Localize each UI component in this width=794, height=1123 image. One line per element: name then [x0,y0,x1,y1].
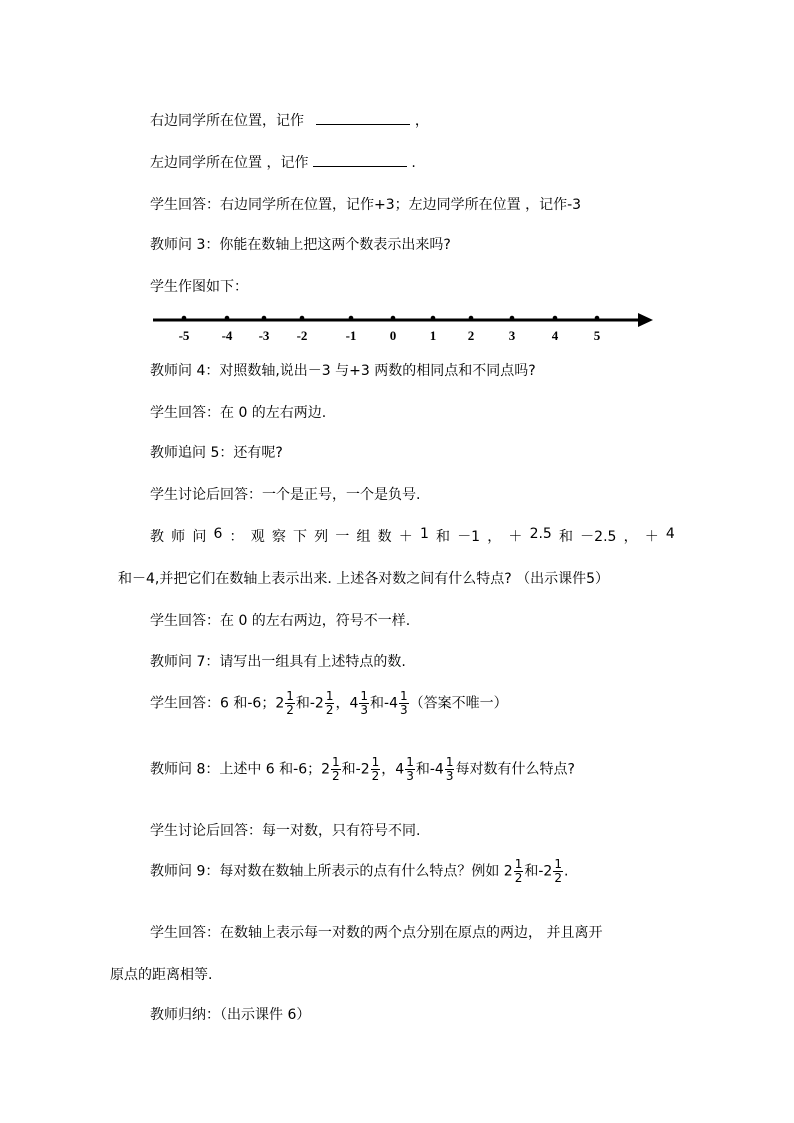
number-line-label: 5 [593,328,601,343]
q6-word: 和 [436,529,451,545]
fraction-half: $\frac{1}{2}$ [554,857,562,885]
student-answer-6: 学生回答：在 0 的左右两边，符号不一样. [150,613,411,629]
q6-word: 数 [377,529,392,545]
student-answer-9-line-1: 学生回答：在数轴上表示每一对数的两个点分别在原点的两边， 并且离开 [150,925,603,941]
q6-word: ＋ [644,529,659,545]
teacher-question-6-line-1 [150,526,675,546]
fraction-half: $\frac{1}{2}$ [286,689,294,717]
number-line-arrow [638,313,653,327]
q6-word: 组 [356,529,371,545]
q6-word: ， [623,529,638,545]
question-left-position: 左边同学所在位置 ，记作 . [150,155,416,171]
number-line-label: -1 [345,328,357,343]
q6-word: 教 [150,529,164,545]
teacher-question-8: 教师问 8：上述中 6 和-6；2 $\frac{1}{2}$ 和-2 $\frac{1}{2}$ ，4 $\frac{1}{3}$ 和-4 $\frac{1}{3}$ 每对数有什么特点? [150,755,575,783]
fraction-third: $\frac{1}{3}$ [400,689,408,717]
question-right-position: 右边同学所在位置，记作 ， [150,113,429,129]
number-line-tick [510,316,515,321]
q6-word: ＋ [398,529,413,545]
teacher-question-7: 教师问 7：请写出一组具有上述特点的数. [150,654,406,670]
fraction-half: $\frac{1}{2}$ [325,689,334,717]
student-drawing-label: 学生作图如下： [150,279,248,295]
number-line-tick [391,316,396,321]
number-line-label: 2 [467,328,475,343]
number-line-label: -4 [221,328,233,343]
q6-word: 和 [559,529,573,545]
fraction-half: $\frac{1}{2}$ [514,857,523,885]
number-line-tick [553,316,558,321]
number-line-label: -3 [258,328,270,343]
number-line-label: 0 [389,328,397,343]
fraction-third: $\frac{1}{3}$ [445,755,454,783]
fraction-third: $\frac{1}{3}$ [360,689,369,717]
number-line-tick [182,316,187,321]
teacher-question-3: 教师问 3：你能在数轴上把这两个数表示出来吗? [150,237,451,253]
student-answer-7: 学生回答：6 和-6；2 $\frac{1}{2}$ 和-2 $\frac{1}{2}$ ，4 $\frac{1}{3}$ 和-4 $\frac{1}{3}$ （答案不唯一） [150,689,508,717]
teacher-question-5: 教师追问 5：还有呢? [150,445,283,461]
q6-word: ， [487,529,502,545]
answer-blank-left [313,154,407,167]
student-answer-9-line-2: 原点的距离相等. [110,967,213,983]
student-answer-5: 学生讨论后回答：一个是正号，一个是负号. [150,487,421,503]
q6-word: 1 [419,526,429,542]
number-line-label: -5 [178,328,190,343]
teacher-summary: 教师归纳：（出示课件 6） [150,1007,311,1023]
number-line-tick [262,316,267,321]
q6-word: 观 [250,529,265,545]
q6-word: ： [229,529,244,545]
number-line-tick [469,316,474,321]
number-line-label: 3 [508,328,516,343]
q6-word: 2.5 [529,526,552,542]
q6-word: 4 [665,526,675,542]
q6-word: 列 [314,529,329,545]
fraction-half: $\frac{1}{2}$ [371,755,380,783]
student-answer-8: 学生讨论后回答：每一对数，只有符号不同. [150,823,421,839]
number-line-tick [225,316,230,321]
q6-word: 一 [335,529,350,545]
teacher-question-9: 教师问 9：每对数在数轴上所表示的点有什么特点？例如 2 $\frac{1}{2}$ 和-2 $\frac{1}{2}$ . [150,857,569,885]
number-line-tick [595,316,600,321]
number-line-tick [300,316,305,321]
number-line-tick [431,316,436,321]
number-line [150,310,670,350]
q6-word: 问 [192,529,207,545]
answer-blank-right [316,112,410,125]
number-line-label: -2 [296,328,308,343]
q6-word: ＋ [508,529,523,545]
number-line-label: 1 [429,328,437,343]
fraction-half: $\frac{1}{2}$ [332,755,340,783]
number-line-label: 4 [551,328,559,343]
number-line-tick [349,316,354,321]
q6-word: 师 [171,529,186,545]
q6-word: 6 [213,526,223,542]
q6-word: 下 [293,529,308,545]
q6-word: －2.5 [580,529,617,545]
q6-word: 察 [271,529,286,545]
teacher-question-6-line-2: 和－4,并把它们在数轴上表示出来. 上述各对数之间有什么特点? （出示课件5） [118,571,610,587]
teacher-question-4: 教师问 4：对照数轴,说出－3 与+3 两数的相同点和不同点吗? [150,363,536,379]
student-answer-1: 学生回答：右边同学所在位置，记作+3；左边同学所在位置 ，记作-3 [150,197,582,213]
fraction-third: $\frac{1}{3}$ [406,755,414,783]
q6-word: －1 [457,529,481,545]
student-answer-4: 学生回答：在 0 的左右两边. [150,405,327,421]
